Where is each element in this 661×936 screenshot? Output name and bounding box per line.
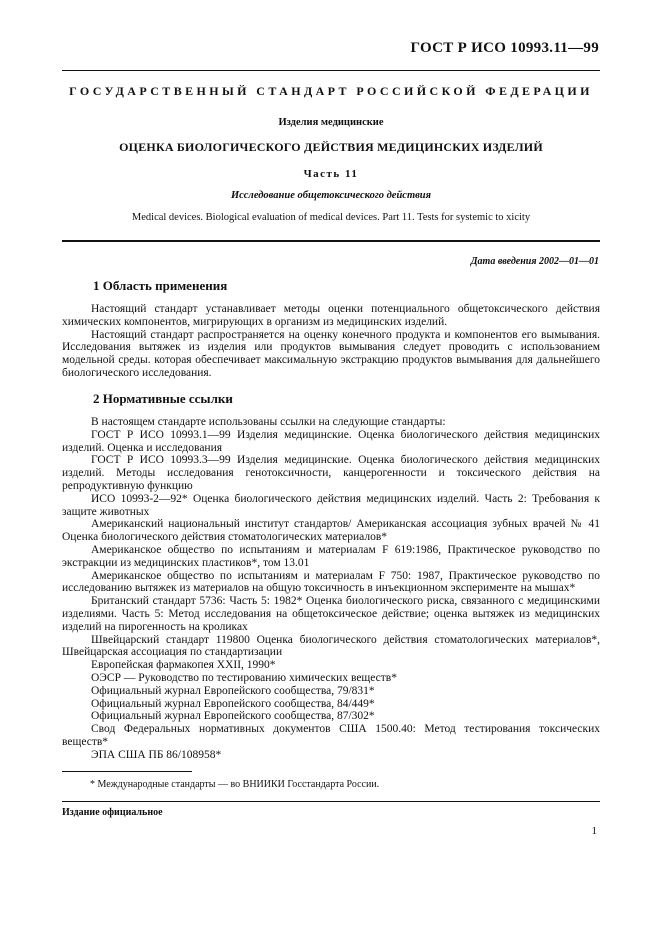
section-1-body (62, 303, 600, 380)
reference-item: ГОСТ Р ИСО 10993.3—99 Изделия медицинские. Оценка биологического действия медицинских изделий. Методы исследования генотоксичности, канцерогенности и токсического действия на репродуктивную функцию (62, 454, 600, 492)
reference-item: ОЭСР — Руководство по тестированию химических веществ* (91, 671, 397, 684)
reference-item: Британский стандарт 5736: Часть 5: 1982* Оценка биологического риска, связанного с медицинскими изделиями. Часть 5: Метод исследования на общетоксическое действие; оценка вытяжек из медицинских изделий на пирогенность на кроликах (62, 595, 600, 633)
introduction-date: Дата введения 2002—01—01 (470, 256, 599, 267)
standard-code: ГОСТ Р ИСО 10993.11—99 (410, 40, 599, 56)
reference-item: Американский национальный институт стандартов/ Американская ассоциация зубных врачей № 41 Оценка биологического действия стоматологических материалов* (62, 518, 600, 544)
section-2-heading: 2 Нормативные ссылки (93, 391, 233, 406)
reference-item: ГОСТ Р ИСО 10993.1—99 Изделия медицинские. Оценка биологического действия медицинских изделий. Оценка и исследования (62, 428, 600, 454)
title-rule (62, 240, 600, 242)
reference-item: ЭПА США ПБ 86/108958* (91, 748, 222, 761)
english-title: Medical devices. Biological evaluation of medical devices. Part 11. Tests for systemic to xicity (131, 212, 531, 223)
reference-item: Американское общество по испытаниям и материалам F 619:1986, Практическое руководство по экстракции из медицинских пластиков*, том 13.01 (62, 543, 600, 569)
main-title: ОЦЕНКА БИОЛОГИЧЕСКОГО ДЕЙСТВИЯ МЕДИЦИНСКИХ ИЗДЕЛИЙ (119, 140, 543, 154)
subtitle: Исследование общетоксического действия (230, 190, 432, 201)
reference-item: Швейцарский стандарт 119800 Оценка биологического действия стоматологических материалов*, Швейцарская ассоциация по стандартизации (62, 633, 600, 659)
official-edition-label: Издание официальное (62, 807, 163, 818)
footer-rule (62, 801, 600, 802)
reference-item: Европейская фармакопея XXII, 1990* (91, 659, 276, 672)
reference-item: Официальный журнал Европейского сообщества, 79/831* (91, 684, 375, 697)
reference-item: Официальный журнал Европейского сообщества, 87/302* (91, 710, 375, 723)
reference-item: Официальный журнал Европейского сообщества, 84/449* (91, 697, 375, 710)
reference-item: ИСО 10993-2—92* Оценка биологического действия медицинских изделий. Часть 2: Требования к защите животных (62, 492, 600, 518)
part-number: Часть 11 (303, 168, 359, 180)
section-1-paragraph: Настоящий стандарт распространяется на оценку конечного продукта и компонентов его вымывания. Исследования вытяжек из изделия или продуктов вымывания следует проводить с использованием модельной среды. которая обеспечивает максимальную экстракцию продуктов вымывания для дальнейшего биологического исследования. (62, 328, 600, 379)
reference-item: В настоящем стандарте использованы ссылки на следующие стандарты: (91, 416, 446, 428)
footnote-rule (62, 771, 192, 772)
reference-item: Американское общество по испытаниям и материалам F 750: 1987, Практическое руководство по исследованию вытяжек из материалов на общую токсичность в инъекционном эксперименте на мышах* (62, 569, 600, 595)
section-2-body (62, 416, 600, 762)
footnote: * Международные стандарты — во ВНИИКИ Госстандарта России. (90, 779, 380, 790)
pre-title: Изделия медицинские (278, 117, 384, 128)
top-rule (62, 70, 600, 71)
national-standard-banner: ГОСУДАРСТВЕННЫЙ СТАНДАРТ РОССИЙСКОЙ ФЕДЕРАЦИИ (69, 84, 593, 98)
section-1-paragraph: Настоящий стандарт устанавливает методы оценки потенциального общетоксического действия химических компонентов, мигрирующих в организм из медицинских изделий. (62, 303, 600, 328)
reference-item: Свод Федеральных нормативных документов США 1500.40: Метод тестирования токсических веществ* (62, 723, 600, 748)
section-1-heading: 1 Область применения (93, 278, 228, 293)
page-number: 1 (591, 825, 597, 837)
